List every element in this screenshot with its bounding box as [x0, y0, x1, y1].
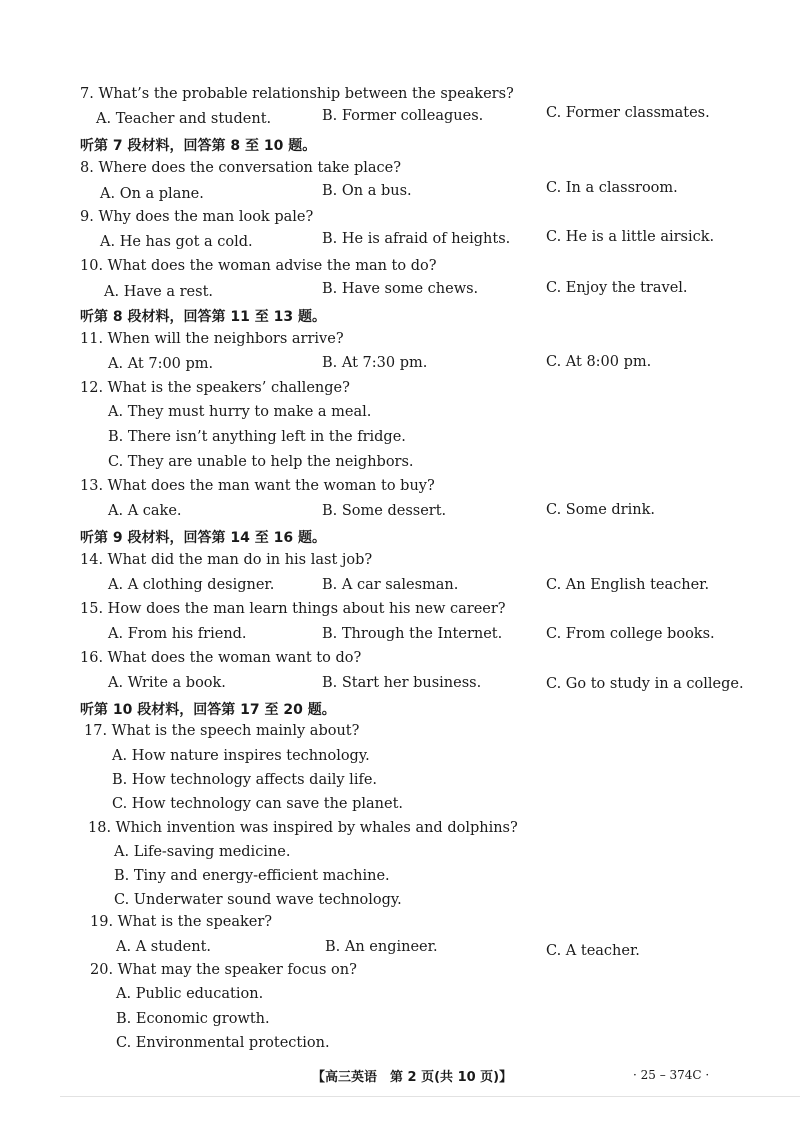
question-18: 18. Which invention was inspired by whales and dolphins? — [88, 820, 518, 836]
q19-option-b: B. An engineer. — [325, 939, 438, 955]
q20-option-c: C. Environmental protection. — [116, 1035, 330, 1051]
question-14: 14. What did the man do in his last job? — [80, 552, 373, 568]
q10-option-c: C. Enjoy the travel. — [546, 280, 688, 296]
q12-option-a: A. They must hurry to make a meal. — [108, 404, 372, 420]
q10-option-b: B. Have some chews. — [322, 281, 479, 297]
q17-option-c: C. How technology can save the planet. — [112, 796, 404, 812]
q7-option-a: A. Teacher and student. — [96, 111, 272, 127]
q11-option-a: A. At 7:00 pm. — [108, 356, 214, 372]
q9-option-a: A. He has got a cold. — [100, 234, 253, 250]
question-7: 7. What’s the probable relationship between the speakers? — [80, 86, 514, 102]
section-9-heading: 听第 9 段材料，回答第 14 至 16 题。 — [80, 530, 326, 546]
q14-option-b: B. A car salesman. — [322, 577, 459, 593]
q15-option-c: C. From college books. — [546, 626, 715, 642]
question-10: 10. What does the woman advise the man to do? — [80, 258, 437, 274]
page-footer-label: 【高三英语 第 2 页(共 10 页)】 — [312, 1070, 513, 1085]
section-7-heading: 听第 7 段材料，回答第 8 至 10 题。 — [80, 138, 317, 154]
q7-option-b: B. Former colleagues. — [322, 108, 484, 124]
q16-option-c: C. Go to study in a college. — [546, 676, 744, 692]
paper-code: · 25 – 374C · — [633, 1068, 710, 1082]
q10-option-a: A. Have a rest. — [104, 284, 214, 300]
q12-option-b: B. There isn’t anything left in the fridge. — [108, 429, 406, 445]
question-17: 17. What is the speech mainly about? — [84, 723, 360, 739]
question-9: 9. Why does the man look pale? — [80, 209, 314, 225]
q14-option-c: C. An English teacher. — [546, 577, 710, 593]
q19-option-c: C. A teacher. — [546, 943, 640, 959]
question-20: 20. What may the speaker focus on? — [90, 962, 357, 978]
q12-option-c: C. They are unable to help the neighbors. — [108, 454, 414, 470]
bottom-divider — [60, 1096, 800, 1097]
question-8: 8. Where does the conversation take place? — [80, 160, 401, 176]
question-16: 16. What does the woman want to do? — [80, 650, 362, 666]
q16-option-a: A. Write a book. — [108, 675, 226, 691]
section-8-heading: 听第 8 段材料，回答第 11 至 13 题。 — [80, 309, 326, 325]
q17-option-b: B. How technology affects daily life. — [112, 772, 378, 788]
q11-option-c: C. At 8:00 pm. — [546, 354, 652, 370]
q19-option-a: A. A student. — [116, 939, 212, 955]
q18-option-c: C. Underwater sound wave technology. — [114, 892, 402, 908]
q8-option-c: C. In a classroom. — [546, 180, 678, 196]
q15-option-a: A. From his friend. — [108, 626, 247, 642]
q18-option-b: B. Tiny and energy-efficient machine. — [114, 868, 390, 884]
q13-option-b: B. Some dessert. — [322, 503, 447, 519]
question-19: 19. What is the speaker? — [90, 914, 273, 930]
q20-option-a: A. Public education. — [116, 986, 264, 1002]
question-13: 13. What does the man want the woman to buy? — [80, 478, 435, 494]
section-10-heading: 听第 10 段材料，回答第 17 至 20 题。 — [80, 702, 336, 718]
q18-option-a: A. Life-saving medicine. — [114, 844, 291, 860]
q20-option-b: B. Economic growth. — [116, 1011, 270, 1027]
q8-option-a: A. On a plane. — [100, 186, 204, 202]
q14-option-a: A. A clothing designer. — [108, 577, 275, 593]
q15-option-b: B. Through the Internet. — [322, 626, 503, 642]
q13-option-a: A. A cake. — [108, 503, 182, 519]
q13-option-c: C. Some drink. — [546, 502, 655, 518]
q16-option-b: B. Start her business. — [322, 675, 482, 691]
q11-option-b: B. At 7:30 pm. — [322, 355, 428, 371]
q9-option-b: B. He is afraid of heights. — [322, 231, 511, 247]
question-12: 12. What is the speakers’ challenge? — [80, 380, 350, 396]
q7-option-c: C. Former classmates. — [546, 105, 710, 121]
q8-option-b: B. On a bus. — [322, 183, 412, 199]
q17-option-a: A. How nature inspires technology. — [112, 748, 370, 764]
q9-option-c: C. He is a little airsick. — [546, 229, 715, 245]
question-15: 15. How does the man learn things about his new career? — [80, 601, 506, 617]
question-11: 11. When will the neighbors arrive? — [80, 331, 344, 347]
